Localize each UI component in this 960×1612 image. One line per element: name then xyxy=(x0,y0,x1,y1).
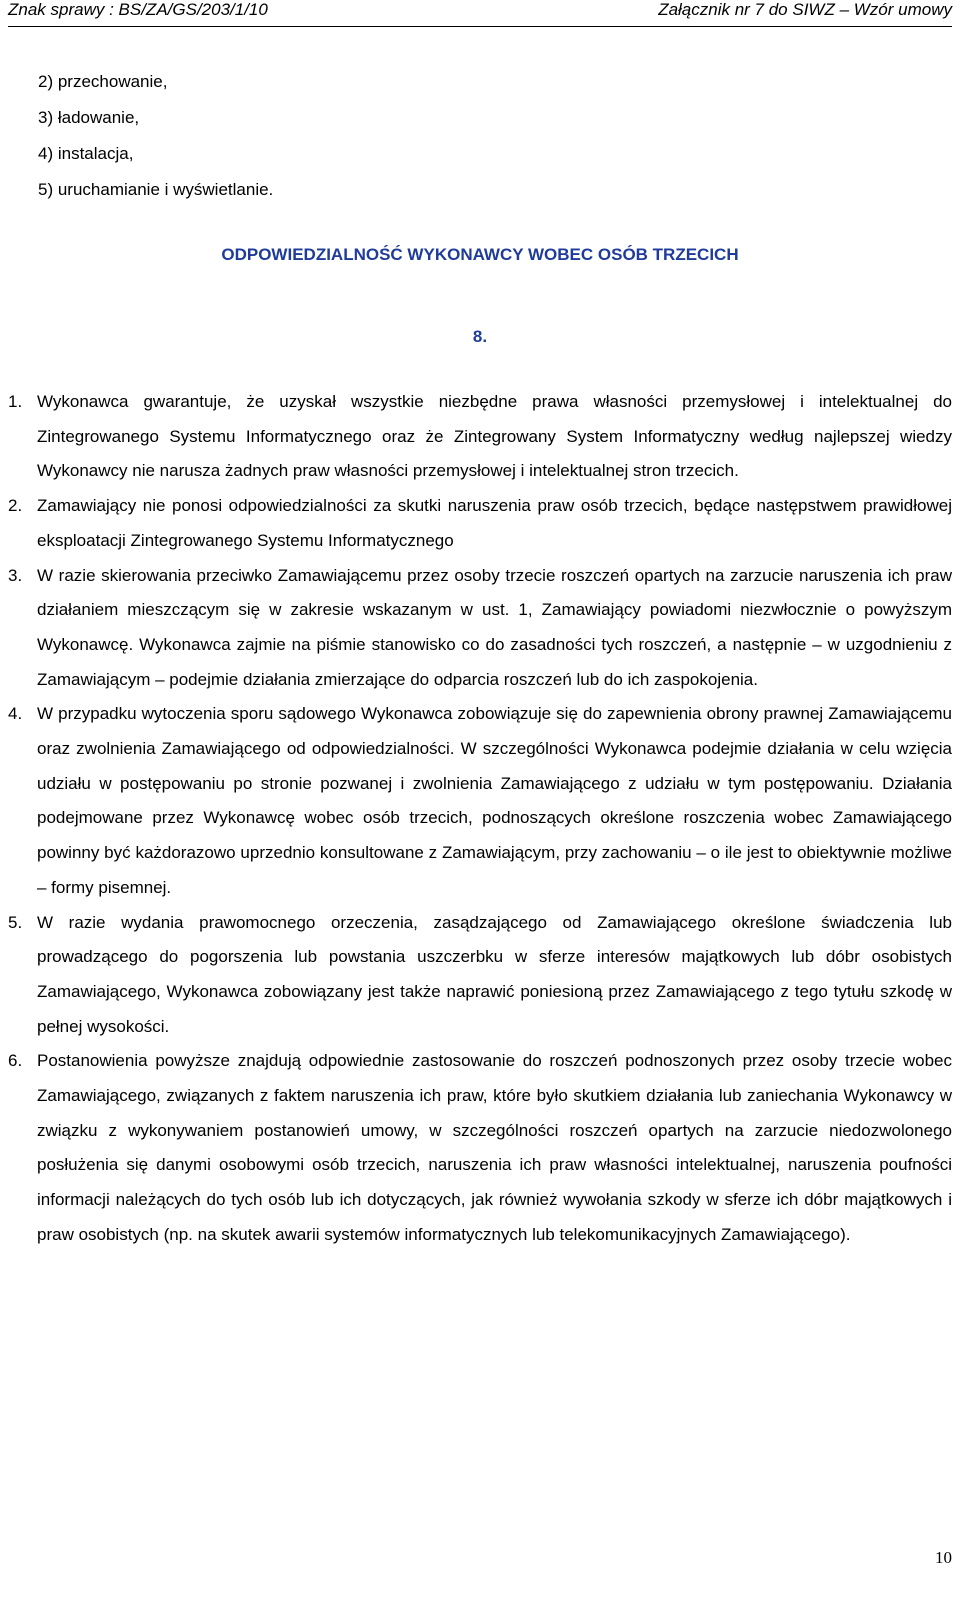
list-item: 3) ładowanie, xyxy=(38,108,140,127)
clause-number: 5. xyxy=(8,912,23,932)
continued-list xyxy=(38,70,273,214)
header-divider xyxy=(8,26,952,27)
section-number: 8. xyxy=(472,327,488,346)
clause-text: Postanowienia powyższe znajdują odpowiednie zastosowanie do roszczeń podnoszonych przez osoby trzecie wobec Zamawiającego, związanych z faktem naruszenia ich praw, które było skutkiem działania lub zaniechania Wykonawcy w związku z wykonywaniem postanowień umowy, w szczególności roszczeń opartych na zarzucie niedozwolonego posłużenia się danymi osobowymi osób trzecich, naruszenia ich praw własności intelektualnej, naruszenia poufności informacji należących do tych osób lub ich dotyczących, jak również wywołania szkody w sferze ich dóbr majątkowych i praw osobistych (np. na skutek awarii systemów informatycznych lub telekomunikacyjnych Zamawiającego). xyxy=(37,1051,952,1244)
list-item: 2) przechowanie, xyxy=(38,72,168,91)
clause-text: Zamawiający nie ponosi odpowiedzialności za skutki naruszenia praw osób trzecich, będące następstwem prawidłowej eksploatacji Zintegrowanego Systemu Informatycznego xyxy=(37,496,952,550)
attachment-label: Załącznik nr 7 do SIWZ – Wzór umowy xyxy=(658,0,952,19)
clause-text: W razie skierowania przeciwko Zamawiającemu przez osoby trzecie roszczeń opartych na zarzucie naruszenia ich praw działaniem mieszczącym się w zakresie wskazanym w ust. 1, Zamawiający powiadomi niezwłocznie o powyższym Wykonawcę. Wykonawca zajmie na piśmie stanowisko co do zasadności tych roszczeń, a następnie – w uzgodnieniu z Zamawiającym – podejmie działania zmierzające do odparcia roszczeń lub do ich zaspokojenia. xyxy=(37,565,952,689)
clause-number: 1. xyxy=(8,392,23,411)
list-item: 4) instalacja, xyxy=(38,144,134,163)
clause-number: 4. xyxy=(8,704,23,724)
page-header xyxy=(8,0,952,24)
clause-list xyxy=(8,385,952,1253)
clause-number: 3. xyxy=(8,565,23,585)
clause-item xyxy=(8,489,952,558)
clause-item xyxy=(8,559,952,698)
section-title: ODPOWIEDZIALNOŚĆ WYKONAWCY WOBEC OSÓB TRZECICH xyxy=(221,245,739,264)
clause-item xyxy=(8,385,952,489)
case-number: Znak sprawy : BS/ZA/GS/203/1/10 xyxy=(8,0,268,19)
clause-number: 6. xyxy=(8,1051,23,1071)
clause-number: 2. xyxy=(8,496,23,516)
clause-text: Wykonawca gwarantuje, że uzyskał wszystkie niezbędne prawa własności przemysłowej i intelektualnej do Zintegrowanego Systemu Informatycznego oraz że Zintegrowany System Informatyczny według najlepszej wiedzy Wykonawcy nie narusza żadnych praw własności przemysłowej i intelektualnej stron trzecich. xyxy=(37,392,952,481)
clause-text: W razie wydania prawomocnego orzeczenia, zasądzającego od Zamawiającego określone świadczenia lub prowadzącego do pogorszenia lub powstania uszczerbku w sferze interesów majątkowych lub dóbr osobistych Zamawiającego, Wykonawca zobowiązany jest także naprawić poniesioną przez Zamawiającego z tego tytułu szkodę w pełnej wysokości. xyxy=(37,912,952,1036)
list-item: 5) uruchamianie i wyświetlanie. xyxy=(38,180,274,199)
clause-item xyxy=(8,906,952,1045)
clause-item xyxy=(8,697,952,905)
page-number: 10 xyxy=(935,1548,952,1567)
clause-item xyxy=(8,1044,952,1252)
clause-text: W przypadku wytoczenia sporu sądowego Wykonawca zobowiązuje się do zapewnienia obrony prawnej Zamawiającemu oraz zwolnienia Zamawiającego od odpowiedzialności. W szczególności Wykonawca podejmie działania w celu wzięcia udziału w postępowaniu po stronie pozwanej i zwolnienia Zamawiającego z udziału w tym postępowaniu. Działania podejmowane przez Wykonawcę wobec osób trzecich, podnoszących określone roszczenia wobec Zamawiającego powinny być każdorazowo uprzednio konsultowane z Zamawiającym, przy zachowaniu – o ile jest to obiektywnie możliwe – formy pisemnej. xyxy=(37,704,952,897)
